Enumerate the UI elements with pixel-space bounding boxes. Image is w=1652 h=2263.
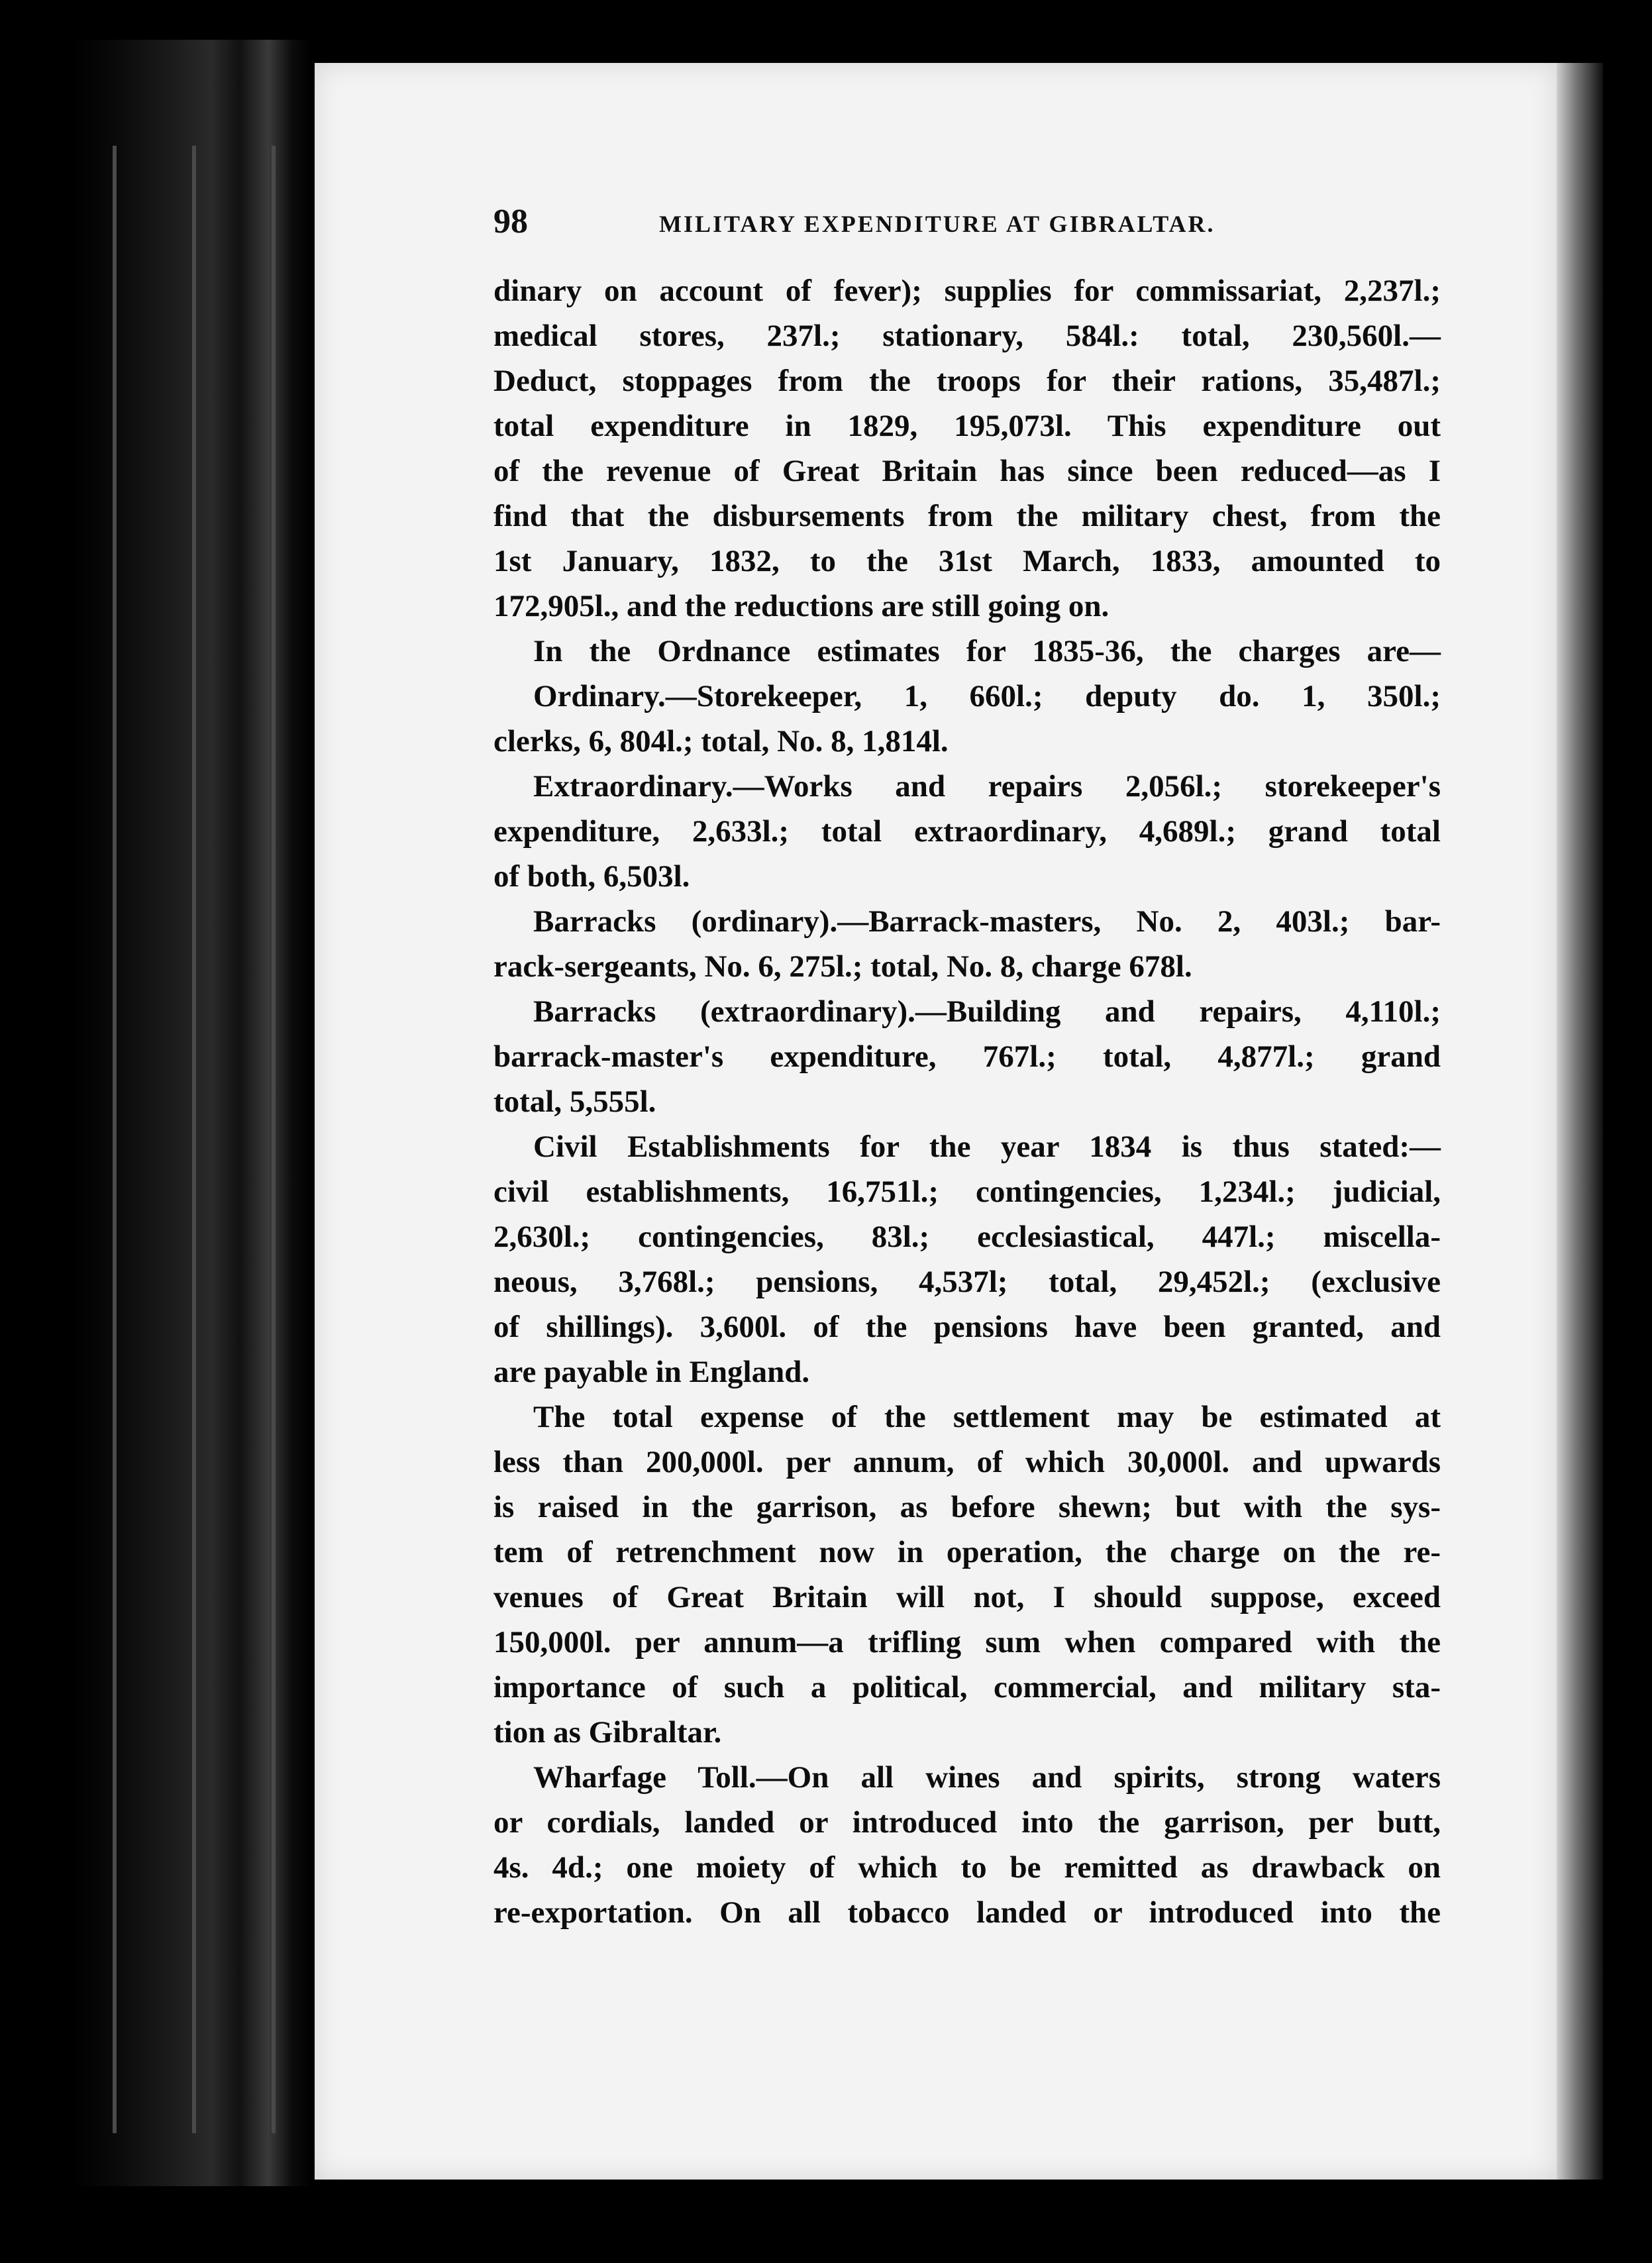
text-line: total expenditure in 1829, 195,073l. This expenditure out bbox=[493, 409, 1441, 443]
text-line: tem of retrenchment now in operation, the charge on the re- bbox=[493, 1535, 1441, 1569]
text-line: total, 5,555l. bbox=[493, 1084, 656, 1119]
text-line: In the Ordnance estimates for 1835-36, the charges are— bbox=[533, 634, 1441, 668]
text-line: Civil Establishments for the year 1834 is thus stated:— bbox=[533, 1130, 1441, 1164]
text-line: dinary on account of fever); supplies for commissariat, 2,237l.; bbox=[493, 274, 1441, 308]
page-header bbox=[493, 202, 1441, 255]
text-line: venues of Great Britain will not, I should suppose, exceed bbox=[493, 1580, 1441, 1614]
text-line: civil establishments, 16,751l.; contingencies, 1,234l.; judicial, bbox=[493, 1175, 1441, 1209]
text-line: of shillings). 3,600l. of the pensions have been granted, and bbox=[493, 1310, 1441, 1344]
text-line: 4s. 4d.; one moiety of which to be remitted as drawback on bbox=[493, 1850, 1441, 1885]
binding-edge-line bbox=[192, 146, 196, 2133]
text-line: clerks, 6, 804l.; total, No. 8, 1,814l. bbox=[493, 724, 949, 759]
page-body bbox=[493, 268, 1441, 1935]
text-line: of both, 6,503l. bbox=[493, 859, 690, 894]
text-line: Extraordinary.—Works and repairs 2,056l.; storekeeper's bbox=[533, 769, 1441, 804]
text-line: are payable in England. bbox=[493, 1355, 810, 1389]
text-line: 150,000l. per annum—a trifling sum when compared with the bbox=[493, 1625, 1441, 1659]
text-line: re-exportation. On all tobacco landed or introduced into the bbox=[493, 1895, 1441, 1930]
text-line: or cordials, landed or introduced into the garrison, per butt, bbox=[493, 1805, 1441, 1840]
text-line: medical stores, 237l.; stationary, 584l.: total, 230,560l.— bbox=[493, 319, 1441, 353]
book-binding bbox=[73, 40, 311, 2186]
text-line: find that the disbursements from the military chest, from the bbox=[493, 499, 1441, 533]
binding-edge-line bbox=[113, 146, 117, 2133]
text-line: rack-sergeants, No. 6, 275l.; total, No. 8, charge 678l. bbox=[493, 949, 1192, 984]
text-line: Barracks (extraordinary).—Building and repairs, 4,110l.; bbox=[533, 994, 1441, 1029]
text-line: Barracks (ordinary).—Barrack-masters, No. 2, 403l.; bar- bbox=[533, 904, 1441, 939]
text-line: neous, 3,768l.; pensions, 4,537l; total, 29,452l.; (exclusive bbox=[493, 1265, 1441, 1299]
page-number: 98 bbox=[493, 203, 528, 240]
text-line: less than 200,000l. per annum, of which 30,000l. and upwards bbox=[493, 1445, 1441, 1479]
text-line: barrack-master's expenditure, 767l.; total, 4,877l.; grand bbox=[493, 1039, 1441, 1074]
text-line: 2,630l.; contingencies, 83l.; ecclesiastical, 447l.; miscella- bbox=[493, 1220, 1441, 1254]
binding-edge-line bbox=[272, 146, 276, 2133]
text-line: tion as Gibraltar. bbox=[493, 1715, 722, 1750]
text-line: Wharfage Toll.—On all wines and spirits, strong waters bbox=[533, 1760, 1441, 1795]
text-line: Ordinary.—Storekeeper, 1, 660l.; deputy do. 1, 350l.; bbox=[533, 679, 1441, 713]
text-line: 172,905l., and the reductions are still going on. bbox=[493, 589, 1110, 623]
text-line: is raised in the garrison, as before shewn; but with the sys- bbox=[493, 1490, 1441, 1524]
text-line: Deduct, stoppages from the troops for their rations, 35,487l.; bbox=[493, 364, 1441, 398]
text-line: of the revenue of Great Britain has since been reduced—as I bbox=[493, 454, 1441, 488]
page-edge-shadow bbox=[1557, 63, 1603, 2180]
text-line: 1st January, 1832, to the 31st March, 1833, amounted to bbox=[493, 544, 1441, 578]
text-line: importance of such a political, commercial, and military sta- bbox=[493, 1670, 1441, 1705]
text-line: The total expense of the settlement may be estimated at bbox=[533, 1400, 1441, 1434]
text-line: expenditure, 2,633l.; total extraordinary, 4,689l.; grand total bbox=[493, 814, 1441, 849]
running-head: MILITARY EXPENDITURE AT GIBRALTAR. bbox=[659, 211, 1215, 237]
